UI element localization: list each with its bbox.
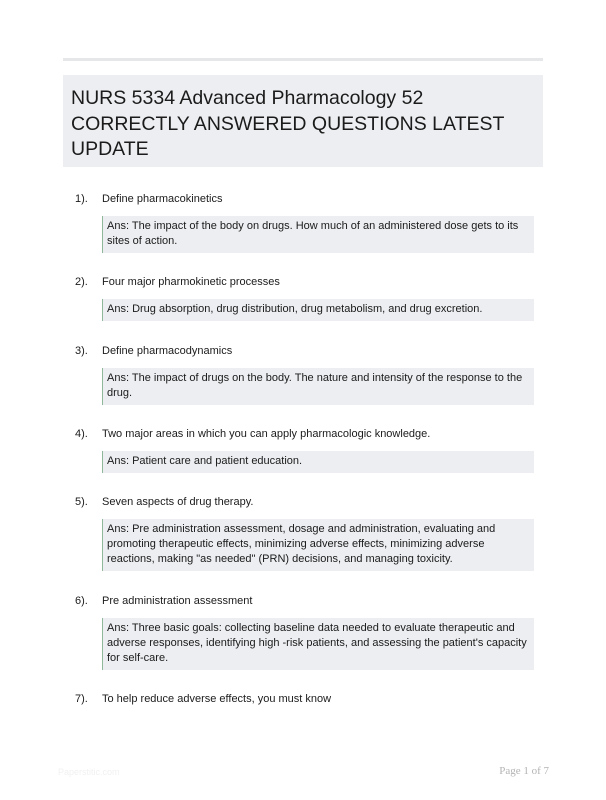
answer-box: Ans: The impact of drugs on the body. The nature and intensity of the response to the drug. <box>102 368 534 405</box>
answer-box: Ans: Drug absorption, drug distribution, drug metabolism, and drug excretion. <box>102 299 534 321</box>
question-text: Define pharmacodynamics <box>102 345 233 357</box>
question-number: 7). <box>75 693 88 705</box>
top-divider <box>63 58 543 61</box>
question-text: Two major areas in which you can apply pharmacologic knowledge. <box>102 428 431 440</box>
answer-box: Ans: Three basic goals: collecting baseline data needed to evaluate therapeutic and adverse responses, identifying high -risk patients, and assessing the patient's capacity for self-care. <box>102 618 534 670</box>
page-number: Page 1 of 7 <box>499 765 549 777</box>
question-number: 5). <box>75 496 88 508</box>
footer-watermark: Paperstitic.com <box>58 767 120 777</box>
question-text: To help reduce adverse effects, you must know <box>102 693 332 705</box>
question-number: 3). <box>75 345 88 357</box>
answer-box: Ans: Patient care and patient education. <box>102 451 534 473</box>
question-number: 6). <box>75 595 88 607</box>
question-number: 4). <box>75 428 88 440</box>
question-text: Seven aspects of drug therapy. <box>102 496 254 508</box>
question-text: Define pharmacokinetics <box>102 193 223 205</box>
page-title: NURS 5334 Advanced Pharmacology 52 CORRECTLY ANSWERED QUESTIONS LATEST UPDATE <box>71 87 505 160</box>
title-banner <box>63 75 543 167</box>
question-text: Pre administration assessment <box>102 595 253 607</box>
question-text: Four major pharmokinetic processes <box>102 276 280 288</box>
answer-box: Ans: Pre administration assessment, dosage and administration, evaluating and promoting therapeutic effects, minimizing adverse effects, minimizing adverse reactions, making "as needed" (PRN) decisions, and managing toxicity. <box>102 519 534 571</box>
question-number: 1). <box>75 193 88 205</box>
answer-box: Ans: The impact of the body on drugs. How much of an administered dose gets to its sites of action. <box>102 216 534 253</box>
question-number: 2). <box>75 276 88 288</box>
